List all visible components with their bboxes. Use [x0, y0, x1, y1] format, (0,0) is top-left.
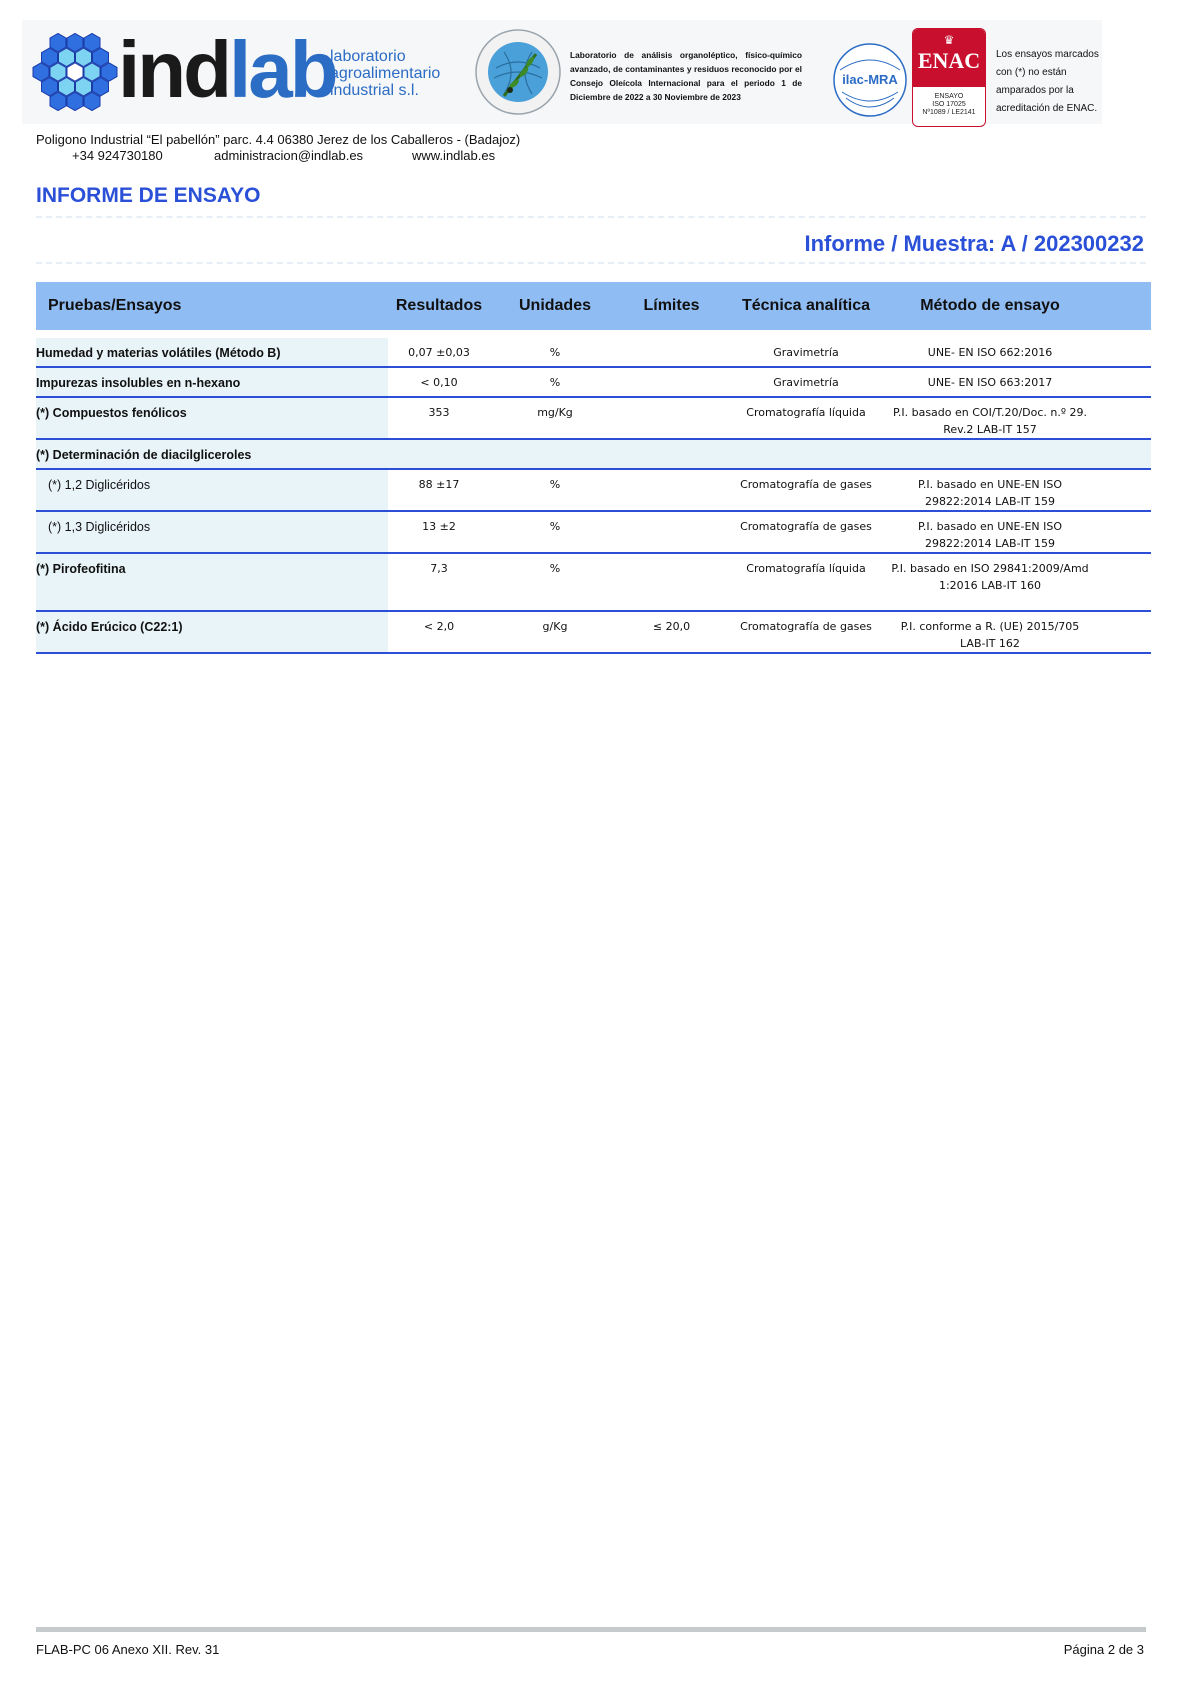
divider [36, 262, 1146, 264]
page-title: INFORME DE ENSAYO [36, 184, 261, 207]
cell-unit: % [549, 520, 561, 533]
coi-recognition-text: Laboratorio de análisis organoléptico, físico-químico avanzado, de contaminantes y residuos reconocido por el Consejo Oleícola Internacional para el periodo 1 de Diciembre de 2022 a 30 Noviembre de 2023 [570, 50, 802, 102]
enac-wordmark: ENAC [917, 48, 981, 73]
table-row [36, 440, 1151, 470]
cell-result: 88 ±17 [418, 478, 460, 491]
honeycomb-cell [67, 63, 83, 81]
honeycomb-cell [84, 92, 100, 110]
honeycomb-cell [42, 78, 58, 96]
table-row [36, 338, 1151, 368]
cell-unit: % [549, 376, 561, 389]
honeycomb-cell [67, 92, 83, 110]
email-link[interactable]: administracion@indlab.es [214, 148, 364, 163]
sample-id: Informe / Muestra: A / 202300232 [804, 231, 1144, 256]
honeycomb-cell [33, 63, 49, 81]
cell-test: (*) Ácido Erúcico (C22:1) [36, 612, 388, 652]
cell-technique: Gravimetría [773, 376, 839, 389]
honeycomb-cell [101, 63, 117, 81]
cell-result: 7,3 [430, 562, 448, 575]
honeycomb-cell [84, 33, 100, 51]
divider [36, 216, 1146, 218]
cell-test: (*) Pirofeofitina [36, 554, 388, 610]
cell-result: < 0,10 [420, 376, 458, 389]
page-number: Página 2 de 3 [1063, 1642, 1144, 1657]
cell-unit: % [549, 346, 561, 359]
honeycomb-cell [50, 33, 66, 51]
cell-limit [620, 368, 723, 396]
header-technique: Técnica analítica [741, 297, 871, 314]
honeycomb-cell [76, 78, 92, 96]
cell-test: (*) Compuestos fenólicos [36, 398, 388, 438]
logo-wordmark: indlab [118, 25, 336, 114]
header-tests: Pruebas/Ensayos [48, 297, 182, 314]
footer-divider [36, 1627, 1146, 1632]
coi-emblem-icon [474, 28, 562, 116]
table-row [36, 554, 1151, 612]
table-row [36, 612, 1151, 654]
results-table [36, 282, 1151, 654]
cell-unit: mg/Kg [537, 406, 573, 419]
svg-text:ilac-MRA: ilac-MRA [842, 72, 898, 87]
table-row [36, 398, 1151, 440]
phone: +34 924730180 [72, 148, 163, 163]
table-header [36, 282, 1151, 330]
honeycomb-icon [30, 22, 120, 122]
header-results: Resultados [395, 297, 483, 314]
cell-technique: Gravimetría [773, 346, 839, 359]
cell-method: P.I. basado en UNE-EN ISO 29822:2014 LAB-IT 159 [917, 520, 1063, 550]
enac-accreditation-number: ENSAYO ISO 17025 Nº1089 / LE2141 [922, 93, 976, 116]
cell-unit: % [549, 562, 561, 575]
cell-limit [620, 512, 723, 552]
cell-technique: Cromatografía de gases [740, 520, 872, 533]
cell-result: 0,07 ±0,03 [408, 346, 470, 359]
cell-method: UNE- EN ISO 662:2016 [927, 346, 1053, 359]
cell-test: (*) Determinación de diacilgliceroles [36, 440, 388, 468]
header-units: Unidades [518, 297, 591, 314]
table-row [36, 368, 1151, 398]
indlab-logo [30, 22, 450, 122]
cell-result: 353 [428, 406, 450, 419]
cell-method [889, 440, 1091, 468]
honeycomb-cell [93, 78, 109, 96]
cell-result: < 2,0 [423, 620, 455, 633]
table-row [36, 470, 1151, 512]
header-method: Método de ensayo [920, 297, 1060, 314]
cell-test: (*) 1,3 Diglicéridos [36, 512, 388, 552]
cell-limit [620, 554, 723, 610]
cell-limit [620, 440, 723, 468]
cell-method: UNE- EN ISO 663:2017 [927, 376, 1053, 389]
cell-limit: ≤ 20,0 [652, 620, 691, 633]
table-row [36, 512, 1151, 554]
cell-technique: Cromatografía de gases [740, 620, 872, 633]
cell-limit [620, 470, 723, 510]
cell-method: P.I. basado en UNE-EN ISO 29822:2014 LAB-IT 159 [917, 478, 1063, 508]
honeycomb-cell [42, 48, 58, 66]
footer-document-code: FLAB-PC 06 Anexo XII. Rev. 31 [36, 1642, 220, 1657]
cell-method: P.I. basado en COI/T.20/Doc. n.º 29. Rev.2 LAB-IT 157 [892, 406, 1088, 436]
website-link[interactable]: www.indlab.es [412, 148, 496, 163]
cell-unit: g/Kg [542, 620, 568, 633]
cell-limit [620, 338, 723, 366]
cell-method: P.I. basado en ISO 29841:2009/Amd 1:2016 LAB-IT 160 [891, 562, 1089, 592]
cell-technique: Cromatografía líquida [746, 406, 866, 419]
address: Poligono Industrial “El pabellón” parc. 4.4 06380 Jerez de los Caballeros - (Badajoz) [36, 132, 521, 147]
honeycomb-cell [93, 48, 109, 66]
honeycomb-cell [50, 92, 66, 110]
cell-result [388, 440, 490, 468]
header-limits: Límites [643, 297, 700, 314]
ilac-mra-icon [830, 40, 910, 120]
cell-method: P.I. conforme a R. (UE) 2015/705 LAB-IT 162 [900, 620, 1080, 650]
cell-result: 13 ±2 [422, 520, 456, 533]
honeycomb-cell [84, 63, 100, 81]
honeycomb-cell [76, 48, 92, 66]
honeycomb-cell [59, 78, 75, 96]
cell-test: Humedad y materias volátiles (Método B) [36, 338, 388, 366]
cell-test: Impurezas insolubles en n-hexano [36, 368, 388, 396]
crown-icon: ♛ [943, 33, 955, 47]
honeycomb-cell [67, 33, 83, 51]
enac-note: Los ensayos marcados con (*) no están amparados por la acreditación de ENAC. [996, 49, 1099, 114]
enac-logo [912, 28, 986, 127]
cell-limit [620, 398, 723, 438]
cell-technique: Cromatografía de gases [740, 478, 872, 491]
honeycomb-cell [50, 63, 66, 81]
cell-technique: Cromatografía líquida [746, 562, 866, 575]
cell-technique [723, 440, 889, 468]
cell-test: (*) 1,2 Diglicéridos [36, 470, 388, 510]
cell-unit [490, 440, 620, 468]
cell-unit: % [549, 478, 561, 491]
logo-subtitle: laboratorio agroalimentario industrial s.l. [330, 48, 441, 99]
honeycomb-cell [59, 48, 75, 66]
